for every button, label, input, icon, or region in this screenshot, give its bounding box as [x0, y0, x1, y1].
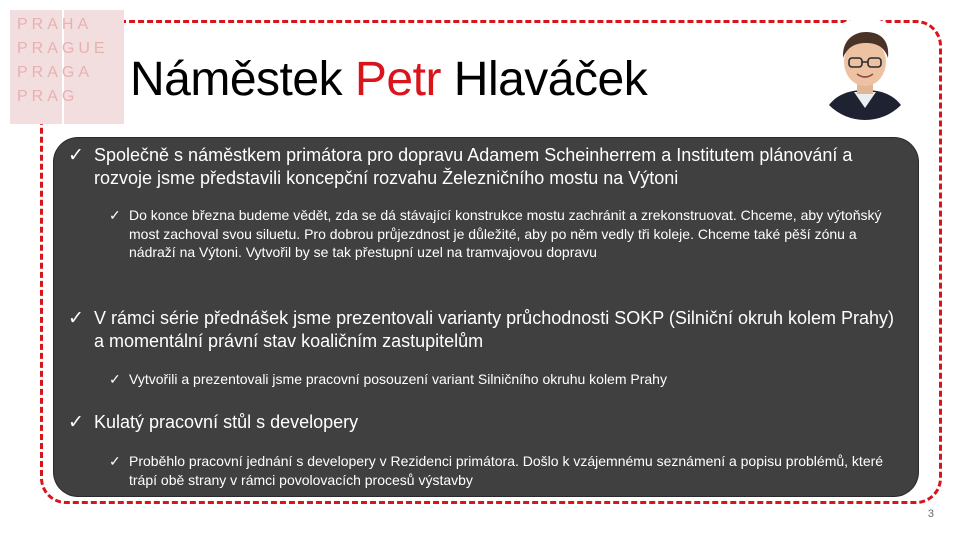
bullet-3	[68, 411, 894, 434]
bullet-1-text: Společně s náměstkem primátora pro dopravu Adamem Scheinherrem a Institutem plánování a rozvoje jsme představili koncepční rozvahu Železničního mostu na Výtoni	[94, 145, 853, 188]
bullet-1-sub-1-text: Do konce března budeme vědět, zda se dá stávající konstrukce mostu zachránit a zrekonstruovat. Chceme, aby výtoňský most zachoval svou siluetu. Pro dobrou průjezdnost je důležité, aby po něm vedly tři koleje. Chceme také pěší zónu a nádraží na Výtoni. Vytvořil by se tak přestupní uzel na tramvajovou dopravu	[129, 207, 882, 260]
bullet-3-sub-1-text: Proběhlo pracovní jednání s developery v Rezidenci primátora. Došlo k vzájemnému seznámení a popisu problémů, které trápí obě strany v rámci povolovacích procesů výstavby	[129, 453, 884, 488]
portrait-photo	[814, 18, 916, 120]
bullet-2-sub-1	[109, 370, 899, 389]
bullet-2-sub-1-text: Vytvořili a prezentovali jsme pracovní posouzení variant Silničního okruhu kolem Prahy	[129, 371, 667, 387]
portrait-illustration	[814, 18, 916, 120]
bullet-2-text: V rámci série přednášek jsme prezentovali varianty průchodnosti SOKP (Silniční okruh kolem Prahy) a momentální právní stav koaličním zastupitelům	[94, 308, 895, 351]
title-accent-name: Petr	[354, 53, 441, 106]
checkmark-icon: ✓	[109, 371, 121, 387]
checkmark-icon: ✓	[68, 308, 84, 329]
bullet-2	[68, 307, 895, 353]
checkmark-icon: ✓	[68, 412, 84, 433]
content-panel	[54, 138, 918, 496]
logo-row-4: PRAG	[17, 88, 79, 105]
title-surname: Hlaváček	[440, 53, 648, 106]
slide-title	[130, 52, 647, 108]
logo-row-1: PRAHA	[17, 16, 93, 33]
bullet-3-text: Kulatý pracovní stůl s developery	[94, 412, 359, 432]
logo-row-2: PRAGUE	[17, 40, 109, 57]
bullet-1	[68, 144, 894, 190]
prague-logo	[10, 10, 124, 124]
checkmark-icon: ✓	[68, 145, 84, 166]
page-number: 3	[927, 508, 934, 520]
bullet-3-sub-1	[109, 452, 899, 489]
checkmark-icon: ✓	[109, 453, 121, 469]
checkmark-icon: ✓	[109, 207, 121, 223]
title-first-word: Náměstek	[130, 53, 355, 106]
bullet-1-sub-1	[109, 206, 899, 262]
logo-row-3: PRAGA	[17, 64, 94, 81]
